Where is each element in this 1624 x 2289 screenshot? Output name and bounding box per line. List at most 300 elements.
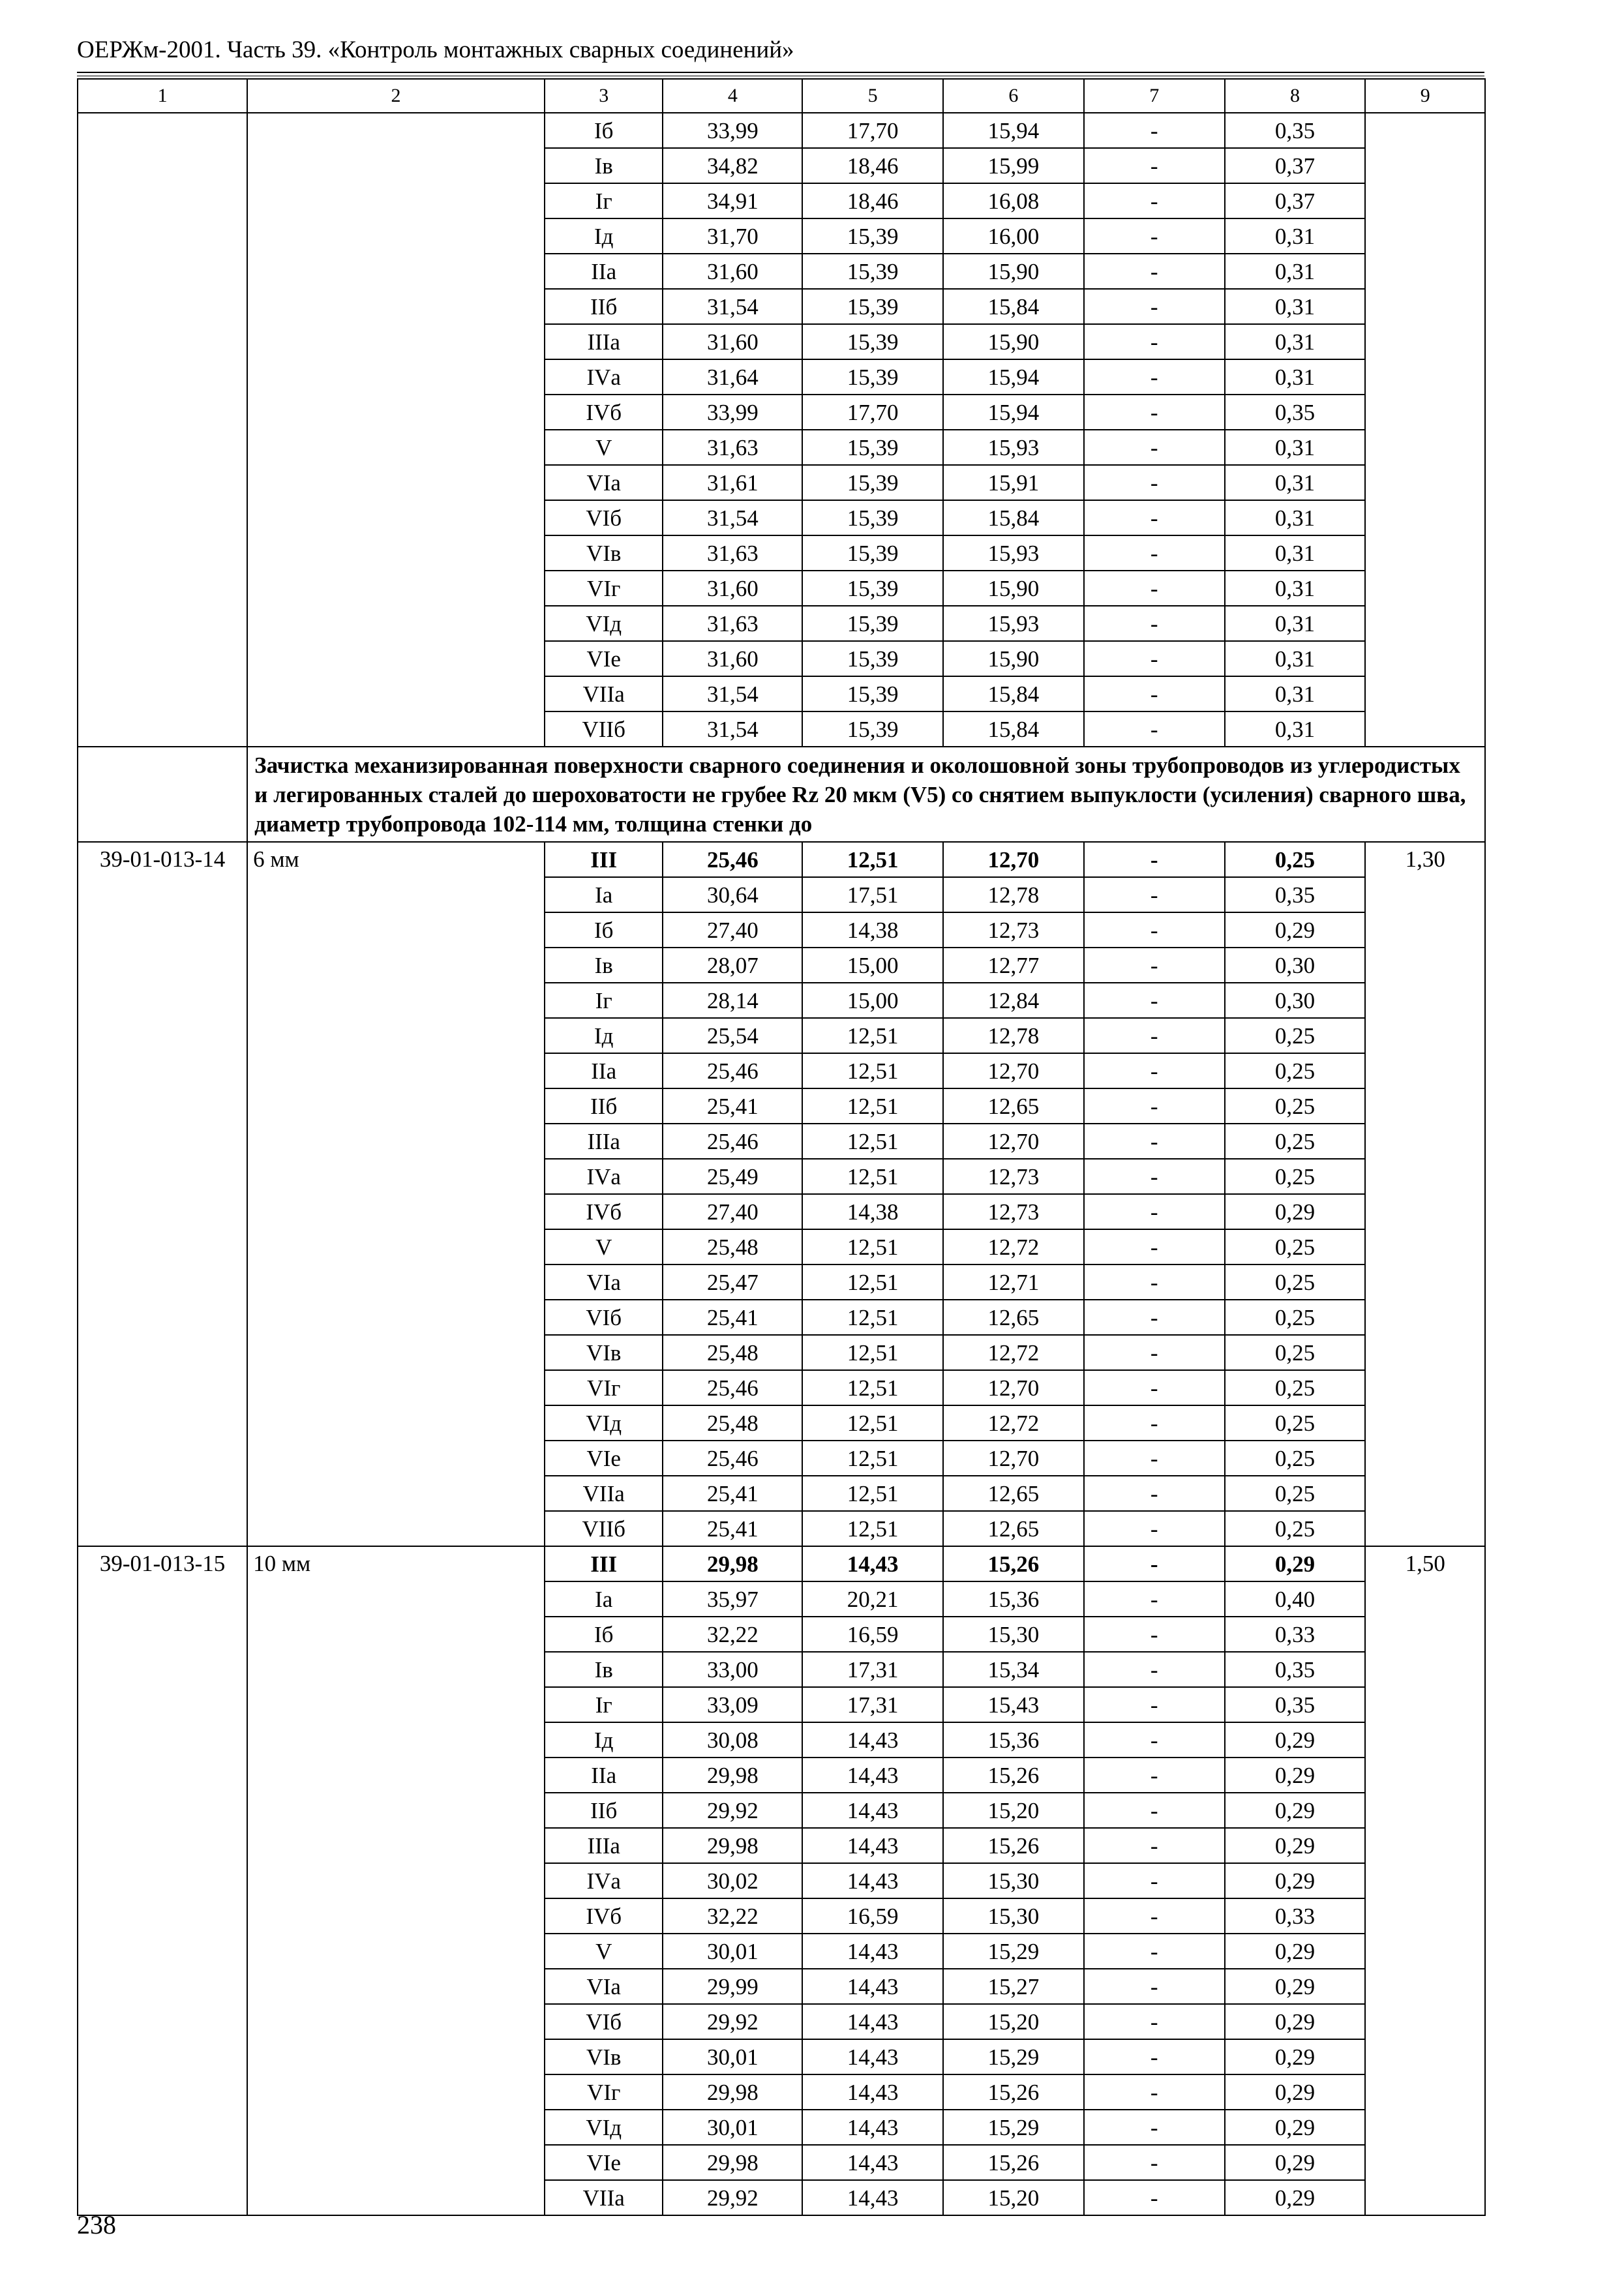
- resource-code-cell: VIIа: [545, 1476, 663, 1511]
- value-col5-cell: 12,51: [802, 1124, 943, 1159]
- resource-code-cell: IVа: [545, 1863, 663, 1898]
- running-header: ОЕРЖм-2001. Часть 39. «Контроль монтажных сварных соединений»: [77, 37, 794, 63]
- value-col7-cell: -: [1084, 1934, 1225, 1969]
- value-col7-cell: -: [1084, 1194, 1225, 1229]
- resource-code-cell: IVа: [545, 359, 663, 395]
- item-col9-value: 1,30: [1365, 842, 1485, 1546]
- value-col8-cell: 0,35: [1225, 1687, 1366, 1722]
- value-col8-cell: 0,29: [1225, 2110, 1366, 2145]
- value-col5-cell: 12,51: [802, 1229, 943, 1264]
- resource-code-cell: Iв: [545, 148, 663, 183]
- resource-code-cell: Iд: [545, 1722, 663, 1758]
- item-name: 10 мм: [247, 1546, 545, 2215]
- value-col7-cell: -: [1084, 606, 1225, 641]
- value-col5-cell: 15,39: [802, 606, 943, 641]
- value-col7-cell: -: [1084, 1828, 1225, 1863]
- value-col5-cell: 14,43: [802, 2145, 943, 2180]
- value-col5-cell: 15,00: [802, 948, 943, 983]
- value-col6-cell: 15,30: [943, 1898, 1084, 1934]
- value-col5-cell: 14,43: [802, 1722, 943, 1758]
- column-number: 6: [943, 79, 1084, 113]
- value-col4-cell: 25,41: [663, 1088, 802, 1124]
- resource-code-cell: VIIа: [545, 676, 663, 711]
- value-col7-cell: -: [1084, 1969, 1225, 2004]
- value-col8-cell: 0,29: [1225, 2004, 1366, 2039]
- value-col4-cell: 28,07: [663, 948, 802, 983]
- value-col6-cell: 15,90: [943, 571, 1084, 606]
- value-col7-cell: -: [1084, 535, 1225, 571]
- value-col4-cell: 30,02: [663, 1863, 802, 1898]
- value-col5-cell: 15,39: [802, 218, 943, 254]
- value-col6-cell: 15,93: [943, 430, 1084, 465]
- resource-code-cell: VIIб: [545, 711, 663, 747]
- value-col7-cell: -: [1084, 1863, 1225, 1898]
- value-col8-cell: 0,25: [1225, 1300, 1366, 1335]
- resource-code-cell: Iб: [545, 1617, 663, 1652]
- value-col6-cell: 12,70: [943, 1370, 1084, 1405]
- value-col8-cell: 0,35: [1225, 1652, 1366, 1687]
- resource-code-cell: IVб: [545, 1898, 663, 1934]
- item-name: 6 мм: [247, 842, 545, 1546]
- value-col6-cell: 15,26: [943, 2074, 1084, 2110]
- section-heading: Зачистка механизированная поверхности сварного соединения и околошовной зоны трубопроводов из углеродистых и легированных сталей до шероховатости не грубее Rz 20 мкм (V5) со снятием выпуклости (усиления) сварного шва, диаметр трубопровода 102-114 мм, толщина стенки до: [247, 747, 1485, 842]
- value-col7-cell: -: [1084, 2145, 1225, 2180]
- value-col7-cell: -: [1084, 948, 1225, 983]
- value-col5-cell: 17,70: [802, 113, 943, 148]
- value-col5-cell: 14,38: [802, 1194, 943, 1229]
- value-col5-cell: 15,39: [802, 641, 943, 676]
- value-col8-cell: 0,29: [1225, 912, 1366, 948]
- value-col7-cell: -: [1084, 1088, 1225, 1124]
- resource-code-cell: VIб: [545, 2004, 663, 2039]
- resource-code-cell: IIб: [545, 1088, 663, 1124]
- resource-code-cell: VIд: [545, 606, 663, 641]
- value-col8-cell: 0,25: [1225, 1053, 1366, 1088]
- value-col6-cell: 12,70: [943, 842, 1084, 877]
- value-col4-cell: 31,61: [663, 465, 802, 500]
- value-col6-cell: 15,30: [943, 1617, 1084, 1652]
- value-col8-cell: 0,25: [1225, 842, 1366, 877]
- value-col7-cell: -: [1084, 1053, 1225, 1088]
- value-col8-cell: 0,29: [1225, 2145, 1366, 2180]
- value-col8-cell: 0,31: [1225, 359, 1366, 395]
- value-col5-cell: 12,51: [802, 1264, 943, 1300]
- value-col6-cell: 15,20: [943, 2004, 1084, 2039]
- value-col8-cell: 0,29: [1225, 1828, 1366, 1863]
- value-col7-cell: -: [1084, 2039, 1225, 2074]
- value-col7-cell: -: [1084, 2074, 1225, 2110]
- value-col5-cell: 15,39: [802, 289, 943, 324]
- resource-code-cell: VIа: [545, 465, 663, 500]
- blank-cell: [247, 113, 545, 747]
- value-col5-cell: 15,39: [802, 676, 943, 711]
- value-col7-cell: -: [1084, 1581, 1225, 1617]
- value-col5-cell: 17,31: [802, 1652, 943, 1687]
- value-col5-cell: 12,51: [802, 1088, 943, 1124]
- resource-code-cell: III: [545, 1546, 663, 1581]
- value-col6-cell: 15,90: [943, 324, 1084, 359]
- value-col8-cell: 0,25: [1225, 1511, 1366, 1546]
- value-col7-cell: -: [1084, 289, 1225, 324]
- value-col4-cell: 28,14: [663, 983, 802, 1018]
- value-col8-cell: 0,25: [1225, 1405, 1366, 1441]
- value-col7-cell: -: [1084, 1018, 1225, 1053]
- value-col8-cell: 0,29: [1225, 2039, 1366, 2074]
- value-col7-cell: -: [1084, 1300, 1225, 1335]
- value-col7-cell: -: [1084, 1476, 1225, 1511]
- value-col8-cell: 0,31: [1225, 465, 1366, 500]
- value-col5-cell: 14,43: [802, 1934, 943, 1969]
- value-col8-cell: 0,31: [1225, 711, 1366, 747]
- value-col7-cell: -: [1084, 1722, 1225, 1758]
- value-col6-cell: 12,71: [943, 1264, 1084, 1300]
- value-col6-cell: 15,94: [943, 113, 1084, 148]
- value-col6-cell: 15,99: [943, 148, 1084, 183]
- column-number: 1: [78, 79, 247, 113]
- value-col5-cell: 16,59: [802, 1617, 943, 1652]
- resource-code-cell: Iв: [545, 948, 663, 983]
- value-col7-cell: -: [1084, 148, 1225, 183]
- value-col5-cell: 15,39: [802, 465, 943, 500]
- value-col7-cell: -: [1084, 1335, 1225, 1370]
- value-col6-cell: 12,73: [943, 1159, 1084, 1194]
- value-col6-cell: 15,36: [943, 1581, 1084, 1617]
- value-col4-cell: 31,54: [663, 500, 802, 535]
- value-col5-cell: 12,51: [802, 1405, 943, 1441]
- value-col6-cell: 12,78: [943, 1018, 1084, 1053]
- value-col5-cell: 15,39: [802, 430, 943, 465]
- value-col6-cell: 15,84: [943, 711, 1084, 747]
- value-col6-cell: 15,29: [943, 2110, 1084, 2145]
- value-col7-cell: -: [1084, 465, 1225, 500]
- value-col7-cell: -: [1084, 1687, 1225, 1722]
- value-col8-cell: 0,25: [1225, 1088, 1366, 1124]
- value-col7-cell: -: [1084, 1511, 1225, 1546]
- value-col8-cell: 0,25: [1225, 1370, 1366, 1405]
- value-col4-cell: 33,00: [663, 1652, 802, 1687]
- value-col4-cell: 25,48: [663, 1335, 802, 1370]
- value-col7-cell: -: [1084, 218, 1225, 254]
- value-col5-cell: 17,31: [802, 1687, 943, 1722]
- value-col4-cell: 31,60: [663, 641, 802, 676]
- value-col8-cell: 0,29: [1225, 1194, 1366, 1229]
- resource-code-cell: VIIб: [545, 1511, 663, 1546]
- value-col7-cell: -: [1084, 2180, 1225, 2215]
- resource-code-cell: IVб: [545, 1194, 663, 1229]
- value-col4-cell: 29,98: [663, 2145, 802, 2180]
- value-col4-cell: 25,48: [663, 1405, 802, 1441]
- value-col8-cell: 0,25: [1225, 1229, 1366, 1264]
- value-col7-cell: -: [1084, 676, 1225, 711]
- value-col8-cell: 0,40: [1225, 1581, 1366, 1617]
- resource-code-cell: IIб: [545, 1793, 663, 1828]
- value-col5-cell: 12,51: [802, 1476, 943, 1511]
- value-col6-cell: 15,93: [943, 535, 1084, 571]
- value-col4-cell: 34,91: [663, 183, 802, 218]
- resource-code-cell: VIе: [545, 641, 663, 676]
- value-col6-cell: 15,91: [943, 465, 1084, 500]
- value-col5-cell: 16,59: [802, 1898, 943, 1934]
- value-col8-cell: 0,29: [1225, 1546, 1366, 1581]
- value-col5-cell: 12,51: [802, 1053, 943, 1088]
- value-col6-cell: 12,65: [943, 1300, 1084, 1335]
- header-rule: [77, 72, 1484, 73]
- value-col4-cell: 31,60: [663, 571, 802, 606]
- value-col4-cell: 32,22: [663, 1898, 802, 1934]
- value-col6-cell: 12,77: [943, 948, 1084, 983]
- value-col8-cell: 0,29: [1225, 1758, 1366, 1793]
- value-col5-cell: 14,43: [802, 1863, 943, 1898]
- resource-code-cell: VIа: [545, 1969, 663, 2004]
- resource-code-cell: VIв: [545, 1335, 663, 1370]
- resource-code-cell: VIб: [545, 1300, 663, 1335]
- resource-code-cell: V: [545, 430, 663, 465]
- value-col4-cell: 31,63: [663, 430, 802, 465]
- value-col7-cell: -: [1084, 842, 1225, 877]
- value-col4-cell: 25,46: [663, 842, 802, 877]
- norms-table: [77, 78, 1486, 2216]
- value-col5-cell: 12,51: [802, 1511, 943, 1546]
- column-number: 2: [247, 79, 545, 113]
- value-col8-cell: 0,37: [1225, 183, 1366, 218]
- value-col5-cell: 14,43: [802, 2004, 943, 2039]
- value-col5-cell: 18,46: [802, 183, 943, 218]
- value-col5-cell: 15,39: [802, 571, 943, 606]
- blank-cell: [78, 113, 247, 747]
- value-col4-cell: 31,54: [663, 289, 802, 324]
- value-col7-cell: -: [1084, 1264, 1225, 1300]
- resource-code-cell: VIг: [545, 1370, 663, 1405]
- value-col4-cell: 31,64: [663, 359, 802, 395]
- norms-table-body: [78, 79, 1485, 2215]
- column-number-row: [78, 79, 1485, 113]
- value-col7-cell: -: [1084, 1546, 1225, 1581]
- value-col7-cell: -: [1084, 324, 1225, 359]
- resource-code-cell: VIг: [545, 2074, 663, 2110]
- value-col5-cell: 15,39: [802, 500, 943, 535]
- value-col5-cell: 14,43: [802, 1969, 943, 2004]
- value-col8-cell: 0,30: [1225, 948, 1366, 983]
- value-col7-cell: -: [1084, 113, 1225, 148]
- value-col6-cell: 15,27: [943, 1969, 1084, 2004]
- value-col8-cell: 0,29: [1225, 1969, 1366, 2004]
- value-col8-cell: 0,31: [1225, 500, 1366, 535]
- value-col4-cell: 32,22: [663, 1617, 802, 1652]
- value-col6-cell: 15,84: [943, 289, 1084, 324]
- value-col5-cell: 17,51: [802, 877, 943, 912]
- value-col6-cell: 16,00: [943, 218, 1084, 254]
- value-col4-cell: 25,41: [663, 1300, 802, 1335]
- value-col5-cell: 14,38: [802, 912, 943, 948]
- resource-code-cell: Iа: [545, 1581, 663, 1617]
- value-col4-cell: 29,92: [663, 2180, 802, 2215]
- value-col7-cell: -: [1084, 1405, 1225, 1441]
- value-col8-cell: 0,31: [1225, 676, 1366, 711]
- value-col4-cell: 27,40: [663, 1194, 802, 1229]
- value-col4-cell: 31,54: [663, 676, 802, 711]
- section-heading-row: [78, 747, 1485, 842]
- value-col7-cell: -: [1084, 430, 1225, 465]
- value-col8-cell: 0,25: [1225, 1018, 1366, 1053]
- value-col6-cell: 15,43: [943, 1687, 1084, 1722]
- value-col8-cell: 0,31: [1225, 289, 1366, 324]
- value-col7-cell: -: [1084, 1229, 1225, 1264]
- table-row: [78, 113, 1485, 148]
- value-col5-cell: 12,51: [802, 842, 943, 877]
- value-col5-cell: 15,00: [802, 983, 943, 1018]
- value-col8-cell: 0,31: [1225, 254, 1366, 289]
- value-col5-cell: 14,43: [802, 2110, 943, 2145]
- resource-code-cell: IVа: [545, 1159, 663, 1194]
- value-col4-cell: 25,48: [663, 1229, 802, 1264]
- value-col7-cell: -: [1084, 2110, 1225, 2145]
- value-col6-cell: 12,72: [943, 1405, 1084, 1441]
- value-col8-cell: 0,29: [1225, 1863, 1366, 1898]
- resource-code-cell: IIа: [545, 1053, 663, 1088]
- value-col6-cell: 15,93: [943, 606, 1084, 641]
- value-col4-cell: 31,60: [663, 254, 802, 289]
- value-col4-cell: 25,47: [663, 1264, 802, 1300]
- value-col8-cell: 0,37: [1225, 148, 1366, 183]
- column-number: 9: [1365, 79, 1485, 113]
- value-col4-cell: 29,99: [663, 1969, 802, 2004]
- value-col8-cell: 0,29: [1225, 1722, 1366, 1758]
- resource-code-cell: IIIа: [545, 324, 663, 359]
- resource-code-cell: VIб: [545, 500, 663, 535]
- value-col7-cell: -: [1084, 711, 1225, 747]
- value-col7-cell: -: [1084, 183, 1225, 218]
- value-col7-cell: -: [1084, 1617, 1225, 1652]
- value-col8-cell: 0,31: [1225, 324, 1366, 359]
- value-col7-cell: -: [1084, 1758, 1225, 1793]
- column-number: 4: [663, 79, 802, 113]
- value-col4-cell: 35,97: [663, 1581, 802, 1617]
- value-col6-cell: 15,29: [943, 2039, 1084, 2074]
- column-number: 7: [1084, 79, 1225, 113]
- resource-code-cell: IIб: [545, 289, 663, 324]
- value-col4-cell: 29,98: [663, 1758, 802, 1793]
- value-col7-cell: -: [1084, 395, 1225, 430]
- resource-code-cell: VIа: [545, 1264, 663, 1300]
- value-col4-cell: 29,92: [663, 1793, 802, 1828]
- value-col6-cell: 12,73: [943, 1194, 1084, 1229]
- value-col6-cell: 12,70: [943, 1441, 1084, 1476]
- value-col6-cell: 12,72: [943, 1229, 1084, 1264]
- value-col6-cell: 15,26: [943, 1758, 1084, 1793]
- value-col8-cell: 0,33: [1225, 1898, 1366, 1934]
- resource-code-cell: Iг: [545, 983, 663, 1018]
- value-col4-cell: 29,92: [663, 2004, 802, 2039]
- value-col6-cell: 15,36: [943, 1722, 1084, 1758]
- value-col4-cell: 33,09: [663, 1687, 802, 1722]
- value-col4-cell: 31,63: [663, 535, 802, 571]
- value-col7-cell: -: [1084, 877, 1225, 912]
- value-col4-cell: 33,99: [663, 113, 802, 148]
- value-col4-cell: 30,01: [663, 2039, 802, 2074]
- resource-code-cell: V: [545, 1229, 663, 1264]
- value-col6-cell: 12,65: [943, 1511, 1084, 1546]
- resource-code-cell: IIIа: [545, 1828, 663, 1863]
- value-col8-cell: 0,29: [1225, 2180, 1366, 2215]
- value-col4-cell: 25,41: [663, 1511, 802, 1546]
- resource-code-cell: IIа: [545, 254, 663, 289]
- value-col5-cell: 14,43: [802, 1546, 943, 1581]
- table-row: [78, 1546, 1485, 1581]
- value-col6-cell: 15,26: [943, 1828, 1084, 1863]
- value-col6-cell: 12,78: [943, 877, 1084, 912]
- value-col7-cell: -: [1084, 1898, 1225, 1934]
- value-col4-cell: 30,64: [663, 877, 802, 912]
- value-col4-cell: 31,54: [663, 711, 802, 747]
- value-col7-cell: -: [1084, 1652, 1225, 1687]
- column-number: 5: [802, 79, 943, 113]
- value-col8-cell: 0,35: [1225, 113, 1366, 148]
- value-col7-cell: -: [1084, 359, 1225, 395]
- resource-code-cell: Iг: [545, 1687, 663, 1722]
- value-col5-cell: 15,39: [802, 359, 943, 395]
- column-number: 8: [1225, 79, 1366, 113]
- value-col4-cell: 31,70: [663, 218, 802, 254]
- value-col8-cell: 0,31: [1225, 535, 1366, 571]
- value-col5-cell: 14,43: [802, 2039, 943, 2074]
- value-col7-cell: -: [1084, 1793, 1225, 1828]
- value-col5-cell: 14,43: [802, 1793, 943, 1828]
- value-col8-cell: 0,31: [1225, 641, 1366, 676]
- resource-code-cell: VIв: [545, 535, 663, 571]
- value-col7-cell: -: [1084, 254, 1225, 289]
- value-col8-cell: 0,35: [1225, 877, 1366, 912]
- value-col8-cell: 0,25: [1225, 1159, 1366, 1194]
- value-col5-cell: 14,43: [802, 1828, 943, 1863]
- resource-code-cell: Iв: [545, 1652, 663, 1687]
- value-col5-cell: 12,51: [802, 1335, 943, 1370]
- value-col6-cell: 12,70: [943, 1053, 1084, 1088]
- value-col5-cell: 12,51: [802, 1370, 943, 1405]
- resource-code-cell: VIе: [545, 2145, 663, 2180]
- column-number: 3: [545, 79, 663, 113]
- value-col8-cell: 0,29: [1225, 2074, 1366, 2110]
- value-col6-cell: 15,94: [943, 359, 1084, 395]
- value-col6-cell: 15,26: [943, 2145, 1084, 2180]
- value-col8-cell: 0,31: [1225, 218, 1366, 254]
- value-col6-cell: 15,90: [943, 254, 1084, 289]
- resource-code-cell: VIв: [545, 2039, 663, 2074]
- resource-code-cell: VIд: [545, 2110, 663, 2145]
- value-col4-cell: 25,46: [663, 1370, 802, 1405]
- value-col4-cell: 31,60: [663, 324, 802, 359]
- value-col5-cell: 20,21: [802, 1581, 943, 1617]
- value-col8-cell: 0,29: [1225, 1793, 1366, 1828]
- value-col4-cell: 29,98: [663, 2074, 802, 2110]
- value-col8-cell: 0,33: [1225, 1617, 1366, 1652]
- resource-code-cell: VIг: [545, 571, 663, 606]
- value-col5-cell: 12,51: [802, 1441, 943, 1476]
- value-col5-cell: 12,51: [802, 1300, 943, 1335]
- value-col6-cell: 12,65: [943, 1476, 1084, 1511]
- value-col7-cell: -: [1084, 1441, 1225, 1476]
- value-col4-cell: 25,54: [663, 1018, 802, 1053]
- value-col5-cell: 15,39: [802, 535, 943, 571]
- value-col7-cell: -: [1084, 2004, 1225, 2039]
- resource-code-cell: VIд: [545, 1405, 663, 1441]
- value-col8-cell: 0,30: [1225, 983, 1366, 1018]
- item-code: 39-01-013-14: [78, 842, 247, 1546]
- value-col8-cell: 0,25: [1225, 1124, 1366, 1159]
- value-col8-cell: 0,31: [1225, 571, 1366, 606]
- value-col8-cell: 0,25: [1225, 1264, 1366, 1300]
- value-col5-cell: 14,43: [802, 2074, 943, 2110]
- value-col6-cell: 12,65: [943, 1088, 1084, 1124]
